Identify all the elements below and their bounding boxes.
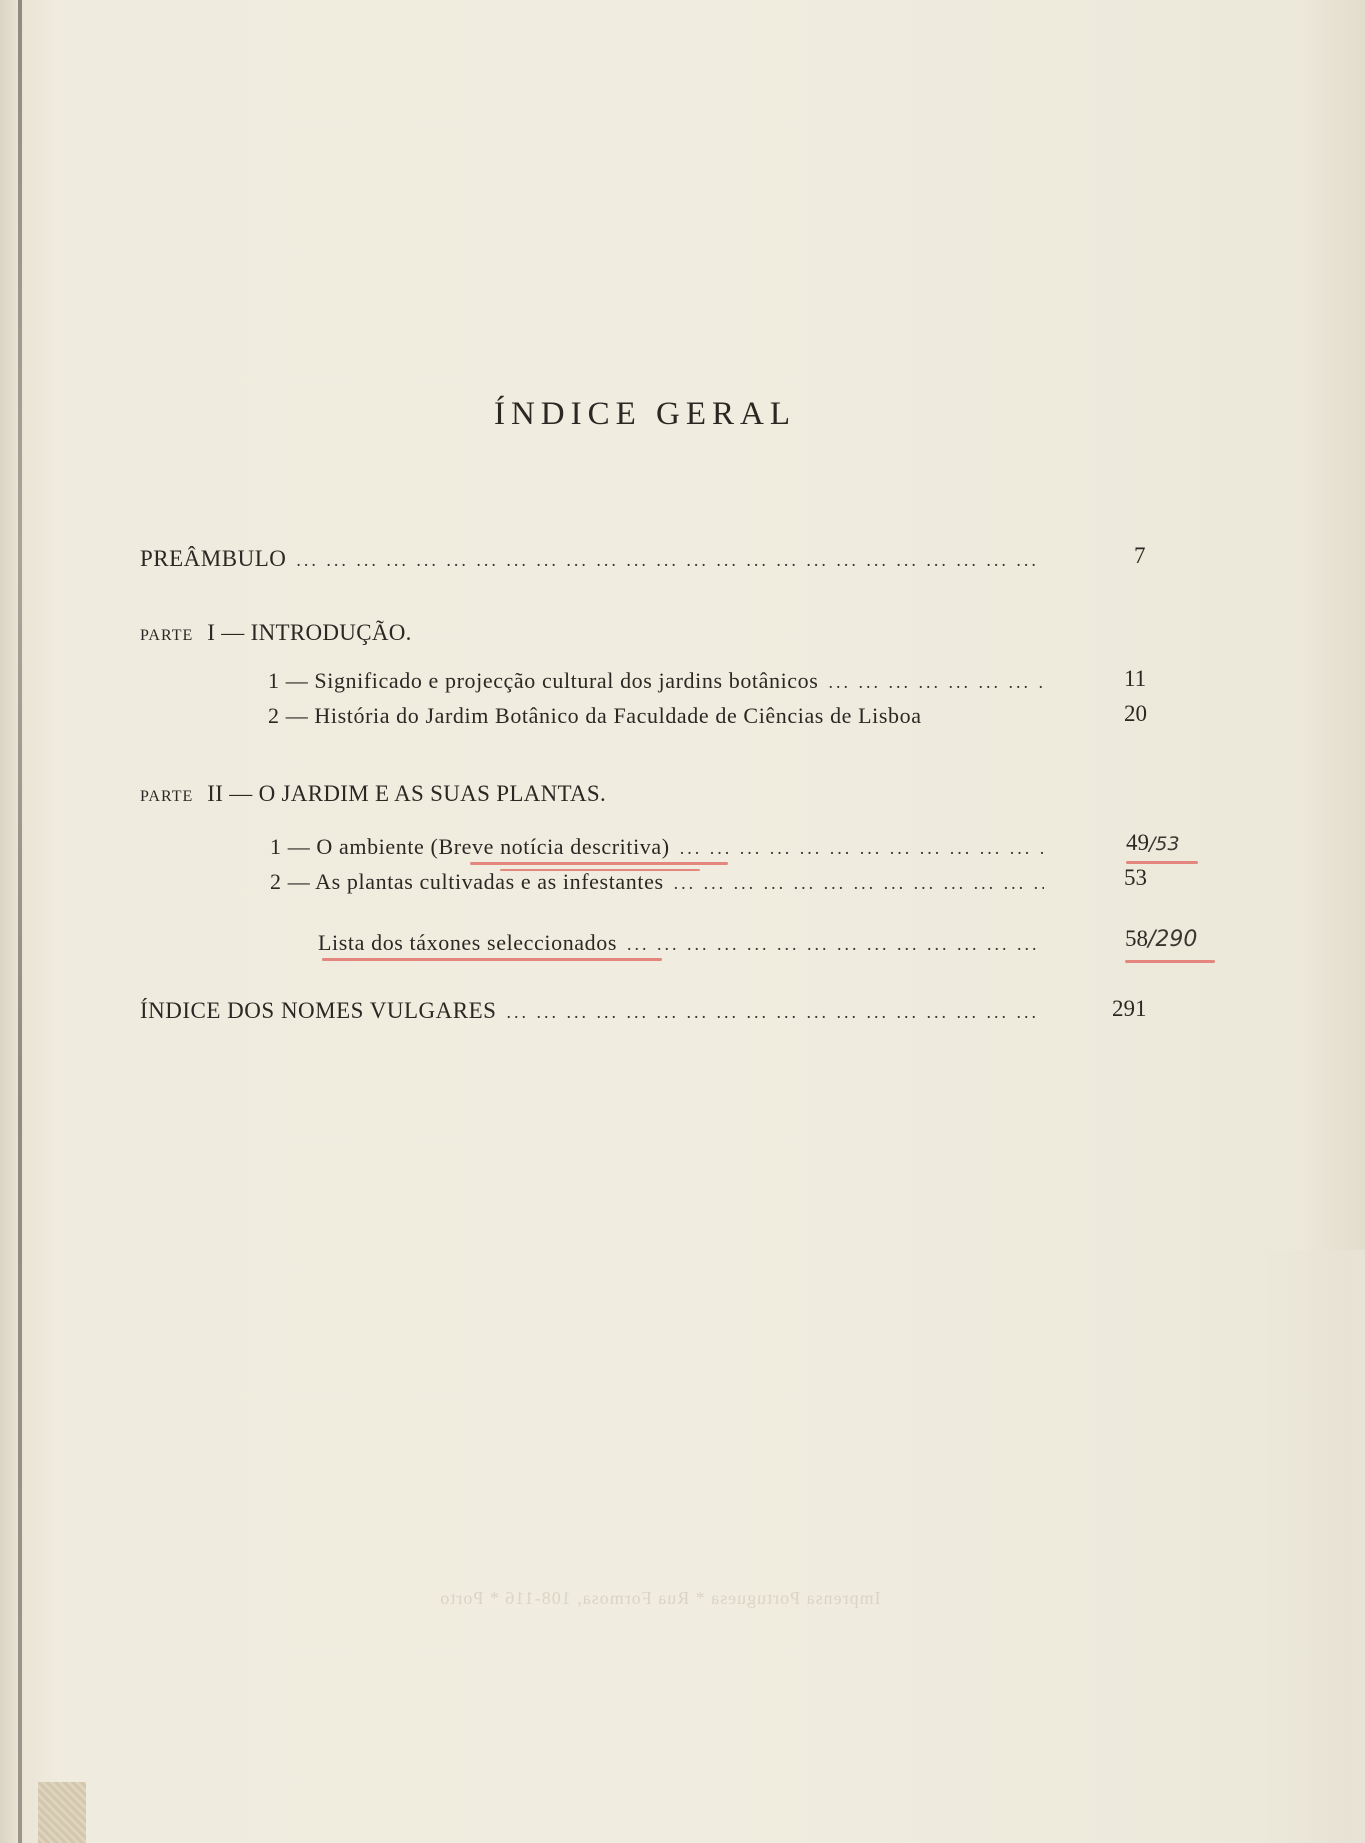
label-start: 1 — O ambiente ( [270,834,439,859]
toc-page-number: 53 [1124,865,1147,890]
red-pencil-underline [1125,960,1215,963]
toc-part-heading-1 [140,620,412,646]
toc-page-number: 20 [1124,701,1147,726]
label-underlined: Breve notícia descritiva [438,834,662,859]
part-prefix: PARTE [140,788,194,805]
toc-entry-label: ÍNDICE DOS NOMES VULGARES [140,998,497,1023]
corner-stain [38,1782,86,1843]
toc-entry-label: 1 — Significado e projecção cultural dos jardins botânicos [268,668,819,693]
toc-entry-parte1-item2[interactable] [268,703,1058,729]
toc-entry-label: 2 — As plantas cultivadas e as infestantes [270,869,664,894]
toc-entry-label: PREÂMBULO [140,546,287,571]
dot-leader [680,838,1044,859]
toc-page-number: 7 [1134,543,1146,568]
handwritten-page-note: /290 [1148,927,1198,952]
toc-entry-lista[interactable] [318,930,1050,956]
toc-entry-label: 2 — História do Jardim Botânico da Faculdade de Ciências de Lisboa [268,703,922,728]
red-pencil-underline [1126,861,1198,864]
dot-leader [506,1002,1044,1023]
toc-page-number: 11 [1124,666,1147,691]
dot-leader [674,873,1044,894]
toc-part-heading-2 [140,781,606,807]
dot-leader [828,672,1044,693]
page-title: ÍNDICE GERAL [493,396,797,432]
toc-entry-parte2-item2[interactable] [270,869,1050,895]
toc-entry-parte1-item1[interactable] [268,668,1050,694]
toc-page-number: 291 [1112,996,1147,1021]
toc-entry-label: Lista dos táxones seleccionados [318,930,618,955]
printed-page: 49 [1126,830,1149,855]
part-title: I — INTRODUÇÃO. [207,620,412,645]
red-pencil-underline [470,862,728,865]
label-end: ) [661,834,670,859]
toc-entry-parte2-item1[interactable] [270,834,1050,860]
page-edge-shadow [1245,1250,1365,1843]
part-prefix: PARTE [140,627,194,644]
toc-entry-label [270,834,670,860]
dot-leader [296,550,1044,571]
handwritten-page-note: /53 [1149,833,1180,855]
toc-page-number [1126,830,1180,856]
red-pencil-underline [322,958,662,961]
toc-page-number [1125,926,1197,952]
part-title: II — O JARDIM E AS SUAS PLANTAS. [207,781,607,806]
printed-page: 58 [1125,926,1148,951]
binding-edge [18,0,22,1843]
dot-leader [627,934,1044,955]
binding-shadow [0,0,18,1843]
toc-entry-indice-nomes-vulgares[interactable] [140,998,1050,1024]
toc-entry-preambulo[interactable] [140,546,1050,572]
printer-imprint-showthrough: Imprensa Portuguesa * Rua Formosa, 108-116 * Porto [439,1588,881,1608]
